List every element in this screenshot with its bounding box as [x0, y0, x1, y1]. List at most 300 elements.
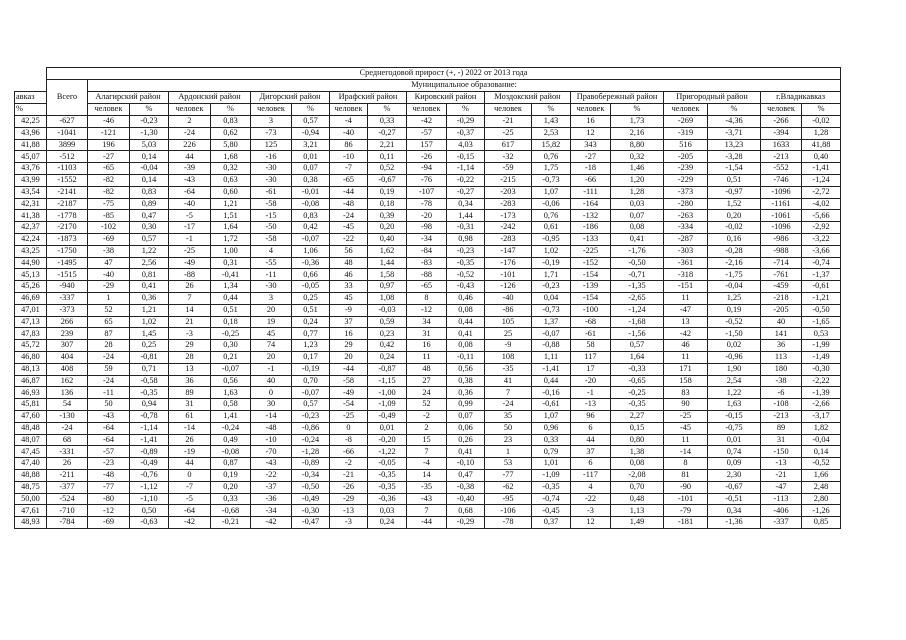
unit-percent-header: %	[708, 104, 761, 116]
table-cell: 12	[571, 127, 611, 139]
table-cell: -303	[664, 245, 708, 257]
table-cell: 0,56	[447, 363, 485, 375]
table-cell: -0,23	[130, 116, 169, 128]
table-cell: -117	[571, 469, 611, 481]
table-cell: 26	[169, 434, 211, 446]
table-row	[15, 410, 841, 422]
table-row	[15, 363, 841, 375]
table-cell: 96	[571, 410, 611, 422]
table-cell: 0,68	[447, 505, 485, 517]
table-cell: -627	[47, 116, 88, 128]
table-cell: 0,83	[211, 116, 251, 128]
table-cell: -331	[47, 446, 88, 458]
table-cell: 2	[169, 116, 211, 128]
table-cell: -22	[571, 493, 611, 505]
table-cell: 1,71	[532, 269, 571, 281]
table-cell: -2,92	[802, 222, 841, 234]
table-cell: 90	[664, 399, 708, 411]
table-cell: -0,74	[532, 493, 571, 505]
table-cell: 0,79	[532, 446, 571, 458]
table-cell: -42	[251, 517, 292, 529]
table-cell: -746	[761, 174, 802, 186]
table-cell: 1,02	[532, 245, 571, 257]
table-cell: -22	[251, 469, 292, 481]
table-cell: 136	[47, 387, 88, 399]
table-cell: -0,40	[447, 493, 485, 505]
table-cell: 0,57	[292, 116, 330, 128]
table-cell: 0,42	[368, 340, 407, 352]
district-header: Моздокский район	[485, 92, 571, 104]
table-cell: -0,67	[708, 481, 761, 493]
table-cell: -26	[407, 151, 447, 163]
table-cell: -0,19	[292, 363, 330, 375]
table-cell: -5	[169, 493, 211, 505]
table-cell: 0,62	[211, 127, 251, 139]
table-cell: -1552	[47, 174, 88, 186]
table-cell: -0,25	[611, 387, 664, 399]
header-unit-row	[15, 104, 841, 116]
table-cell: 1,08	[368, 292, 407, 304]
row-percent-cell: 45,07	[15, 151, 47, 163]
table-cell: 41	[485, 375, 532, 387]
table-cell: -1,00	[368, 387, 407, 399]
table-row	[15, 493, 841, 505]
table-cell: -24	[485, 399, 532, 411]
table-cell: -4	[330, 116, 368, 128]
table-cell: -66	[330, 446, 368, 458]
unit-people-header: человек	[169, 104, 211, 116]
table-cell: -0,52	[447, 269, 485, 281]
table-row	[15, 269, 841, 281]
table-cell: 0,94	[130, 399, 169, 411]
table-cell: -0,19	[532, 257, 571, 269]
table-cell: -1,41	[802, 163, 841, 175]
table-cell: -459	[761, 281, 802, 293]
table-cell: -1,12	[130, 481, 169, 493]
table-cell: 0,20	[708, 210, 761, 222]
table-cell: -40	[485, 292, 532, 304]
table-cell: -0,27	[447, 186, 485, 198]
table-cell: 52	[407, 399, 447, 411]
table-cell: -107	[407, 186, 447, 198]
table-row	[15, 340, 841, 352]
table-cell: 26	[47, 458, 88, 470]
table-cell: -55	[251, 257, 292, 269]
table-cell: 1,01	[532, 458, 571, 470]
table-cell: -11	[251, 269, 292, 281]
table-cell: 16	[407, 340, 447, 352]
table-cell: -181	[664, 517, 708, 529]
table-cell: -0,67	[368, 174, 407, 186]
unit-percent-header: %	[130, 104, 169, 116]
table-cell: 0,03	[368, 505, 407, 517]
table-cell: -25	[169, 245, 211, 257]
table-cell: -151	[664, 281, 708, 293]
table-cell: -1,26	[802, 505, 841, 517]
table-cell: -16	[251, 151, 292, 163]
table-cell: -57	[407, 127, 447, 139]
table-cell: 0,42	[292, 222, 330, 234]
table-cell: -213	[761, 410, 802, 422]
table-cell: 0,01	[368, 422, 407, 434]
table-row	[15, 151, 841, 163]
table-cell: -3	[571, 505, 611, 517]
table-cell: 0,14	[130, 174, 169, 186]
unit-people-header: человек	[761, 104, 802, 116]
table-cell: 6	[571, 458, 611, 470]
table-cell: 0,25	[292, 292, 330, 304]
table-row	[15, 469, 841, 481]
table-cell: -5	[169, 210, 211, 222]
table-cell: -95	[485, 493, 532, 505]
district-header: Пригородный район	[664, 92, 761, 104]
table-cell: -133	[571, 233, 611, 245]
district-header: г.Владикавказ	[761, 92, 841, 104]
table-cell: -263	[664, 210, 708, 222]
row-percent-cell: 43,25	[15, 245, 47, 257]
table-cell: 0,40	[368, 233, 407, 245]
table-cell: 0,07	[292, 163, 330, 175]
row-percent-cell: 46,69	[15, 292, 47, 304]
table-cell: 0,74	[708, 446, 761, 458]
table-cell: 46	[330, 269, 368, 281]
table-cell: 86	[330, 139, 368, 151]
table-cell: -0,71	[611, 269, 664, 281]
table-cell: 1,82	[802, 422, 841, 434]
table-cell: 12	[571, 517, 611, 529]
table-cell: -0,35	[368, 481, 407, 493]
table-cell: 13	[664, 316, 708, 328]
row-percent-cell: 47,61	[15, 505, 47, 517]
table-cell: 68	[47, 434, 88, 446]
header-title-row	[15, 68, 841, 80]
table-cell: 47	[88, 257, 130, 269]
table-cell: -108	[761, 399, 802, 411]
table-cell: -24	[88, 351, 130, 363]
table-cell: -1,28	[292, 446, 330, 458]
unit-people-header: человек	[330, 104, 368, 116]
table-cell: 3	[251, 292, 292, 304]
table-cell: -113	[761, 493, 802, 505]
table-cell: 15,82	[532, 139, 571, 151]
table-cell: -12	[407, 304, 447, 316]
table-cell: -2	[330, 458, 368, 470]
table-cell: 0	[251, 387, 292, 399]
table-cell: -1,68	[611, 316, 664, 328]
table-cell: 1,73	[611, 116, 664, 128]
table-cell: 8	[664, 458, 708, 470]
table-cell: -10	[251, 434, 292, 446]
table-cell: -9	[330, 304, 368, 316]
table-cell: -154	[571, 292, 611, 304]
table-cell: -13	[330, 505, 368, 517]
table-cell: -43	[407, 493, 447, 505]
table-cell: 0,06	[447, 422, 485, 434]
table-cell: -213	[761, 151, 802, 163]
table-cell: -0,52	[708, 316, 761, 328]
table-cell: -1873	[47, 233, 88, 245]
table-cell: 2,53	[532, 127, 571, 139]
table-cell: -24	[330, 210, 368, 222]
table-cell: -14	[664, 446, 708, 458]
table-cell: -64	[88, 434, 130, 446]
table-cell: 180	[761, 363, 802, 375]
header-district-row	[15, 92, 841, 104]
table-cell: -1	[251, 363, 292, 375]
table-cell: -0,47	[292, 517, 330, 529]
district-header: Алагирский район	[88, 92, 169, 104]
table-cell: 8	[407, 292, 447, 304]
table-cell: 0,08	[611, 222, 664, 234]
table-cell: 26	[169, 281, 211, 293]
table-cell: -147	[485, 245, 532, 257]
table-cell: 1,68	[211, 151, 251, 163]
table-cell: 5,03	[130, 139, 169, 151]
table-cell: 516	[664, 139, 708, 151]
district-header: Ирафский район	[330, 92, 407, 104]
table-cell: -27	[571, 151, 611, 163]
table-cell: -283	[485, 233, 532, 245]
table-cell: -1,37	[802, 269, 841, 281]
table-cell: -280	[664, 198, 708, 210]
table-cell: -287	[664, 233, 708, 245]
table-cell: 0,40	[802, 151, 841, 163]
table-cell: -0,23	[447, 245, 485, 257]
table-cell: 0,17	[292, 351, 330, 363]
table-cell: 8,80	[611, 139, 664, 151]
table-cell: 1,20	[611, 174, 664, 186]
table-cell: 0,56	[211, 375, 251, 387]
table-cell: 1,58	[368, 269, 407, 281]
table-cell: 1,45	[130, 328, 169, 340]
district-header: Ардонский район	[169, 92, 251, 104]
table-cell: -552	[761, 163, 802, 175]
table-cell: 408	[47, 363, 88, 375]
table-cell: -1,39	[802, 387, 841, 399]
table-cell: 1,63	[708, 399, 761, 411]
table-cell: 37	[571, 446, 611, 458]
table-cell: -8	[330, 434, 368, 446]
table-cell: -24	[169, 127, 211, 139]
table-cell: 0,98	[447, 233, 485, 245]
table-cell: -101	[664, 493, 708, 505]
table-cell: -512	[47, 151, 88, 163]
table-cell: 0,34	[447, 198, 485, 210]
table-cell: 0,21	[211, 351, 251, 363]
table-cell: -25	[330, 410, 368, 422]
table-cell: -43	[251, 458, 292, 470]
table-cell: -3,28	[708, 151, 761, 163]
table-cell: 1,22	[130, 245, 169, 257]
table-cell: 0,57	[292, 399, 330, 411]
table-cell: 0,19	[708, 304, 761, 316]
table-cell: 0,89	[130, 198, 169, 210]
table-cell: -0,07	[532, 328, 571, 340]
table-cell: 0,09	[708, 458, 761, 470]
row-percent-cell: 48,07	[15, 434, 47, 446]
table-title: Среднегодовой прирост (+, -) 2022 от 2013 года	[47, 68, 841, 80]
table-cell: 23	[485, 434, 532, 446]
table-cell: -2170	[47, 222, 88, 234]
table-cell: 1,41	[211, 410, 251, 422]
table-cell: 0,38	[447, 375, 485, 387]
table-row	[15, 245, 841, 257]
table-cell: -78	[485, 517, 532, 529]
table-cell: 1,07	[532, 410, 571, 422]
table-cell: 0,87	[211, 458, 251, 470]
table-cell: -40	[330, 127, 368, 139]
table-cell: -75	[88, 198, 130, 210]
table-cell: 0	[169, 469, 211, 481]
table-cell: -0,27	[368, 127, 407, 139]
table-cell: 0	[330, 422, 368, 434]
table-cell: 0,07	[611, 210, 664, 222]
table-cell: 45	[330, 292, 368, 304]
table-cell: 89	[761, 422, 802, 434]
table-cell: -0,04	[708, 281, 761, 293]
table-cell: -7	[330, 163, 368, 175]
table-cell: -361	[664, 257, 708, 269]
table-cell: -1778	[47, 210, 88, 222]
table-cell: -0,25	[211, 328, 251, 340]
table-cell: 1,64	[611, 351, 664, 363]
table-cell: 28	[169, 351, 211, 363]
table-cell: 33	[330, 281, 368, 293]
table-cell: -225	[571, 245, 611, 257]
table-cell: -0,22	[447, 174, 485, 186]
table-cell: 74	[251, 340, 292, 352]
unit-percent-header: %	[611, 104, 664, 116]
table-cell: 0,48	[611, 493, 664, 505]
table-cell: -23	[88, 458, 130, 470]
table-cell: 0,02	[708, 340, 761, 352]
table-cell: -152	[571, 257, 611, 269]
table-cell: -3,66	[802, 245, 841, 257]
table-cell: -0,28	[708, 245, 761, 257]
table-cell: 7	[169, 292, 211, 304]
table-cell: -0,61	[532, 399, 571, 411]
table-cell: -0,43	[447, 281, 485, 293]
table-cell: -0,49	[368, 410, 407, 422]
table-cell: -0,04	[802, 434, 841, 446]
table-row	[15, 186, 841, 198]
table-cell: -0,73	[532, 174, 571, 186]
table-cell: -4	[407, 458, 447, 470]
table-cell: -318	[664, 269, 708, 281]
table-cell: -0,05	[368, 458, 407, 470]
table-row	[15, 434, 841, 446]
row-percent-cell: 48,93	[15, 517, 47, 529]
table-cell: -164	[571, 198, 611, 210]
unit-percent-header: %	[368, 104, 407, 116]
table-cell: -88	[407, 269, 447, 281]
table-cell: 0,16	[708, 233, 761, 245]
first-col-header: авказ	[15, 92, 47, 104]
table-cell: -1,14	[130, 422, 169, 434]
table-cell: -17	[169, 222, 211, 234]
table-cell: 0,57	[130, 233, 169, 245]
table-cell: 11	[664, 292, 708, 304]
table-row	[15, 316, 841, 328]
table-cell: 0,31	[211, 257, 251, 269]
table-cell: 0,99	[447, 399, 485, 411]
table-cell: -42	[407, 116, 447, 128]
table-cell: -29	[330, 493, 368, 505]
table-cell: 0,41	[447, 446, 485, 458]
table-cell: -1,76	[611, 245, 664, 257]
table-cell: 34	[407, 316, 447, 328]
table-cell: -761	[761, 269, 802, 281]
table-cell: 1,13	[611, 505, 664, 517]
table-cell: -0,35	[532, 481, 571, 493]
table-cell: -0,49	[130, 458, 169, 470]
table-cell: -0,63	[130, 517, 169, 529]
table-cell: -22	[330, 233, 368, 245]
table-cell: -43	[169, 174, 211, 186]
table-cell: 1,44	[447, 210, 485, 222]
unit-people-header: человек	[407, 104, 447, 116]
table-cell: -39	[169, 163, 211, 175]
table-cell: 0,30	[130, 222, 169, 234]
table-cell: -1,41	[130, 434, 169, 446]
table-cell: 1,07	[532, 186, 571, 198]
table-cell: -0,03	[368, 304, 407, 316]
table-cell: -1,24	[611, 304, 664, 316]
table-cell: -710	[47, 505, 88, 517]
table-cell: -0,24	[292, 434, 330, 446]
table-cell: 0,51	[292, 304, 330, 316]
table-cell: -3,22	[802, 233, 841, 245]
table-cell: 29	[169, 340, 211, 352]
table-cell: 7	[485, 387, 532, 399]
table-cell: 56	[330, 245, 368, 257]
table-cell: -98	[407, 222, 447, 234]
table-cell: -11	[88, 387, 130, 399]
table-cell: -0,16	[532, 387, 571, 399]
table-cell: -0,23	[292, 410, 330, 422]
table-cell: -57	[88, 446, 130, 458]
table-cell: -18	[571, 163, 611, 175]
table-row	[15, 292, 841, 304]
table-cell: -0,49	[292, 493, 330, 505]
table-cell: -337	[761, 517, 802, 529]
table-cell: 35	[485, 410, 532, 422]
table-cell: 0,37	[532, 517, 571, 529]
table-cell: 14	[169, 304, 211, 316]
table-cell: 36	[761, 340, 802, 352]
table-cell: 0,85	[802, 517, 841, 529]
table-cell: 0,44	[211, 292, 251, 304]
table-cell: -269	[664, 116, 708, 128]
table-cell: -3	[330, 517, 368, 529]
row-percent-cell: 46,87	[15, 375, 47, 387]
table-cell: -0,50	[611, 257, 664, 269]
table-cell: -21	[761, 469, 802, 481]
table-cell: 0,38	[292, 174, 330, 186]
table-row	[15, 222, 841, 234]
table-row	[15, 198, 841, 210]
table-cell: 157	[407, 139, 447, 151]
table-cell: -80	[88, 493, 130, 505]
table-cell: -0,89	[130, 446, 169, 458]
table-cell: -82	[88, 186, 130, 198]
table-cell: -12	[88, 505, 130, 517]
table-cell: 0,36	[447, 387, 485, 399]
table-cell: 37	[330, 316, 368, 328]
table-cell: -0,45	[532, 505, 571, 517]
table-cell: -1096	[761, 222, 802, 234]
table-cell: -0,65	[611, 375, 664, 387]
